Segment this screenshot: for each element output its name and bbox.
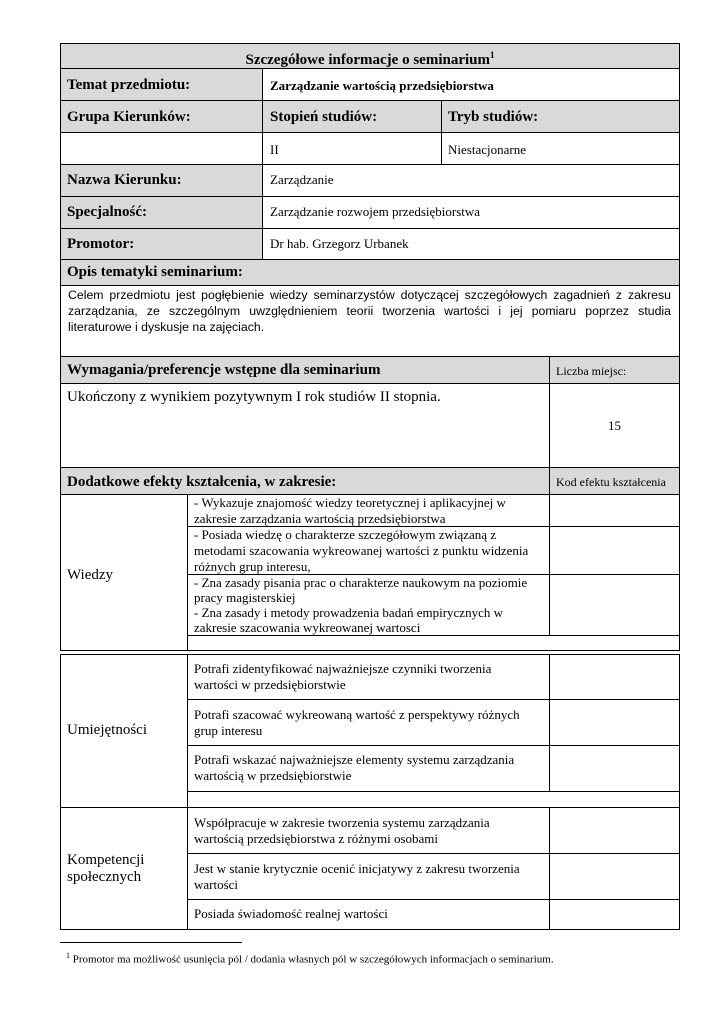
field-label: Nazwa Kierunku: xyxy=(67,172,182,188)
topic-value: Zarządzanie wartością przedsiębiorstwa xyxy=(270,78,494,93)
skills-item-line: Potrafi szacować wykreowaną wartość z perspektywy różnych xyxy=(194,707,520,722)
degree-value-cell xyxy=(262,132,442,165)
social-item-line: wartością przedsiębiorstwa z różnymi osobami xyxy=(194,831,439,846)
skills-code-cell xyxy=(549,654,680,700)
knowledge-item-line: - Zna zasady i metody prowadzenia badań empirycznych w xyxy=(194,605,503,620)
social-code-cell xyxy=(549,899,680,930)
degree-label: Stopień studiów: xyxy=(270,109,378,125)
skills-spacer-cell xyxy=(187,791,680,808)
knowledge-item-line: metodami szacowania wykreowanej wartości z punktu widzenia xyxy=(194,543,529,558)
requirements-value: Ukończony z wynikiem pozytywnym I rok studiów II stopnia. xyxy=(67,389,441,405)
knowledge-item-line: pracy magisterskiej xyxy=(194,590,296,605)
social-item-line: Współpracuje w zakresie tworzenia systemu zarządzania xyxy=(194,815,490,830)
skills-item-line: wartością w przedsiębiorstwie xyxy=(194,768,352,783)
degree-value: II xyxy=(270,142,279,157)
page-title-text: Szczegółowe informacje o seminarium xyxy=(245,52,490,68)
skills-item-line: grup interesu xyxy=(194,723,263,738)
social-item-line: Posiada świadomość realnej wartości xyxy=(194,906,388,921)
group-value-cell xyxy=(60,132,263,165)
skills-item-line: wartości w przedsiębiorstwie xyxy=(194,677,346,692)
skills-label: Umiejętności xyxy=(67,722,147,738)
specialty-label: Specjalność: xyxy=(67,204,147,220)
description-line: Celem przedmiotu jest pogłębienie wiedzy seminarzystów dotyczącej szczegółowych zagadnień z zakresu xyxy=(68,288,671,302)
page-title xyxy=(60,47,680,68)
social-item-line: Jest w stanie krytycznie ocenić inicjatywy z zakresu tworzenia xyxy=(194,861,520,876)
specialty-value: Zarządzanie rozwojem przedsiębiorstwa xyxy=(270,204,481,219)
social-code-cell xyxy=(549,853,680,900)
skills-item-line: Potrafi wskazać najważniejsze elementy systemu zarządzania xyxy=(194,752,515,767)
knowledge-code-cell xyxy=(549,526,680,575)
field-value: Zarządzanie xyxy=(270,172,334,187)
description-label: Opis tematyki seminarium: xyxy=(67,264,243,280)
social-label-line1: Kompetencji xyxy=(67,852,145,868)
topic-label: Temat przedmiotu: xyxy=(67,77,191,93)
description-text xyxy=(68,287,671,335)
description-line: literaturowe i dyskusje na zajęciach. xyxy=(68,320,265,334)
promoter-value: Dr hab. Grzegorz Urbanek xyxy=(270,236,409,251)
code-label: Kod efektu kształcenia xyxy=(556,475,666,489)
group-label: Grupa Kierunków: xyxy=(67,109,191,125)
knowledge-code-cell xyxy=(549,494,680,527)
outcomes-label: Dodatkowe efekty kształcenia, w zakresie: xyxy=(67,474,337,490)
mode-label: Tryb studiów: xyxy=(448,109,539,125)
description-line: zarządzania, ze szczególnym uwzględnieniem teorii tworzenia wartości i jej pomiaru poprzez studia xyxy=(68,304,671,318)
knowledge-item-line: zakresie zarządzania wartością przedsiębiorstwa xyxy=(194,511,446,526)
places-label: Liczba miejsc: xyxy=(556,364,627,378)
skills-code-cell xyxy=(549,699,680,746)
skills-item-line: Potrafi zidentyfikować najważniejsze czynniki tworzenia xyxy=(194,661,492,676)
knowledge-spacer-cell xyxy=(187,635,680,651)
social-label-line2: społecznych xyxy=(67,869,142,885)
knowledge-item-line: zakresie szacowania wykreowanej wartosci xyxy=(194,620,421,635)
footnote-separator xyxy=(60,942,242,943)
footnote xyxy=(66,948,554,968)
knowledge-item-line: - Zna zasady pisania prac o charakterze naukowym na poziomie xyxy=(194,575,528,590)
mode-value: Niestacjonarne xyxy=(448,142,526,157)
knowledge-code-cell xyxy=(549,574,680,636)
knowledge-label: Wiedzy xyxy=(67,567,114,583)
promoter-label: Promotor: xyxy=(67,236,135,252)
knowledge-item-line: - Posiada wiedzę o charakterze szczegółowym związaną z xyxy=(194,527,497,542)
footnote-mark: 1 xyxy=(66,951,70,960)
social-code-cell xyxy=(549,807,680,854)
knowledge-item-line: różnych grup interesu, xyxy=(194,559,311,574)
requirements-label: Wymagania/preferencje wstępne dla seminarium xyxy=(67,362,381,378)
skills-code-cell xyxy=(549,745,680,792)
social-item-line: wartości xyxy=(194,877,239,892)
footnote-ref: 1 xyxy=(490,50,495,60)
knowledge-item-line: - Wykazuje znajomość wiedzy teoretycznej i aplikacyjnej w xyxy=(194,495,506,510)
places-value: 15 xyxy=(608,418,621,433)
footnote-text: Promotor ma możliwość usunięcia pól / dodania własnych pól w szczegółowych informacjach o seminarium. xyxy=(72,953,554,966)
